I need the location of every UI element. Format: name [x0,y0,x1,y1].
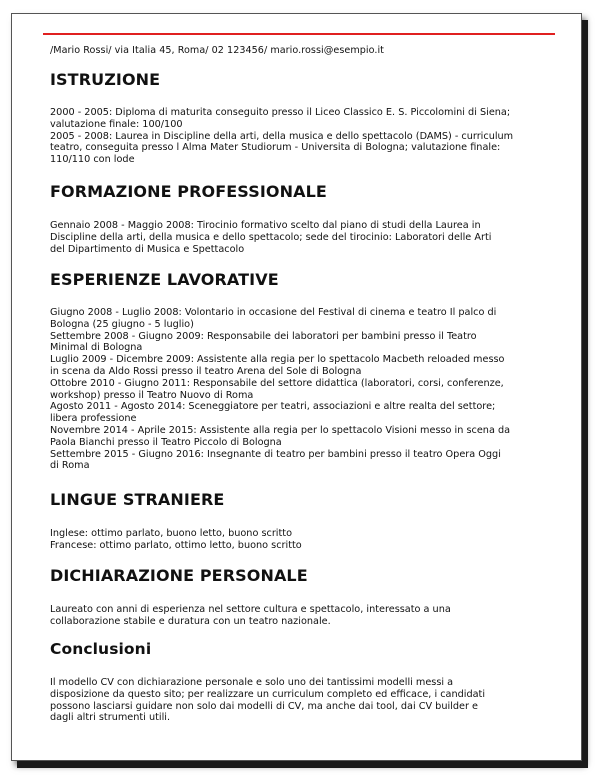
section-title: ISTRUZIONE [50,70,161,89]
section-body [50,604,560,628]
text-line: Paola Bianchi presso il Teatro Piccolo di Bologna [50,436,282,448]
section-dichiarazione [50,566,560,628]
text-line: Laureato con anni di esperienza nel settore cultura e spettacolo, interessato a una [50,604,451,615]
text-line: Inglese: ottimo parlato, buono letto, buono scritto [50,528,293,539]
text-line: Ottobre 2010 - Giugno 2011: Responsabile del settore didattica (laboratori, corsi, conferenze, [50,377,504,389]
text-line: Novembre 2014 - Aprile 2015: Assistente alla regia per lo spettacolo Visioni messo in scena da [50,424,511,436]
text-line: Agosto 2011 - Agosto 2014: Sceneggiatore per teatri, associazioni e altre realta del settore; [50,401,496,413]
header-accent-line [43,33,555,35]
text-line: Settembre 2008 - Giugno 2009: Responsabile dei laboratori per bambini presso il Teatro [50,330,477,342]
text-line: Minimal di Bologna [50,342,143,354]
text-line: Gennaio 2008 - Maggio 2008: Tirocinio formativo scelto dal piano di studi della Laurea in [50,220,481,231]
section-formazione [50,182,560,255]
text-line: possono lasciarsi guidare non solo dai modelli di CV, ma anche dai tool, dai CV builder e [50,700,478,712]
section-title: FORMAZIONE PROFESSIONALE [50,182,327,201]
text-line: Giugno 2008 - Luglio 2008: Volontario in occasione del Festival di cinema e teatro Il palco di [50,307,497,318]
text-line: Discipline della arti, della musica e dello spettacolo; sede del tirocinio: Laboratori delle Arti [50,231,492,243]
text-line: workshop) presso il Teatro Nuovo di Roma [50,389,254,401]
section-esperienze [50,270,560,472]
text-line: libera professione [50,413,137,425]
section-title: Conclusioni [50,640,152,658]
text-line: 110/110 con lode [50,154,135,166]
text-line: 2000 - 2005: Diploma di maturita conseguito presso il Liceo Classico E. S. Piccolomini di Siena; [50,107,511,118]
section-body [50,307,560,472]
text-line: Il modello CV con dichiarazione personale e solo uno dei tantissimi modelli messi a [50,677,454,688]
text-line: collaborazione stabile e duratura con un teatro nazionale. [50,615,331,627]
text-line: Francese: ottimo parlato, ottimo letto, buono scritto [50,539,302,551]
text-line: teatro, conseguita presso l Alma Mater Studiorum - Universita di Bologna; valutazione finale: [50,142,501,154]
section-title: LINGUE STRANIERE [50,490,225,509]
text-line: Luglio 2009 - Dicembre 2009: Assistente alla regia per lo spettacolo Macbeth reloaded messo [50,354,505,366]
section-title: DICHIARAZIONE PERSONALE [50,566,308,585]
text-line: di Roma [50,460,90,472]
text-line: in scena da Aldo Rossi presso il teatro Arena del Sole di Bologna [50,365,362,377]
text-line: 2005 - 2008: Laurea in Discipline della arti, della musica e dello spettacolo (DAMS) - curriculum [50,130,514,142]
section-conclusioni [50,640,560,724]
section-lingue [50,490,560,552]
text-line: Settembre 2015 - Giugno 2016: Insegnante di teatro per bambini presso il teatro Opera Oggi [50,448,501,460]
section-title: ESPERIENZE LAVORATIVE [50,270,279,289]
text-line: Bologna (25 giugno - 5 luglio) [50,318,194,330]
section-body [50,528,560,552]
section-body [50,220,560,255]
text-line: dagli altri strumenti utili. [50,712,171,724]
section-istruzione [50,70,560,166]
section-body [50,107,560,166]
text-line: disposizione da questo sito; per realizzare un curriculum completo ed efficace, i candidati [50,688,486,700]
contact-line: /Mario Rossi/ via Italia 45, Roma/ 02 123456/ mario.rossi@esempio.it [50,45,384,56]
section-body [50,677,560,724]
text-line: valutazione finale: 100/100 [50,118,183,130]
text-line: del Dipartimento di Musica e Spettacolo [50,243,245,255]
